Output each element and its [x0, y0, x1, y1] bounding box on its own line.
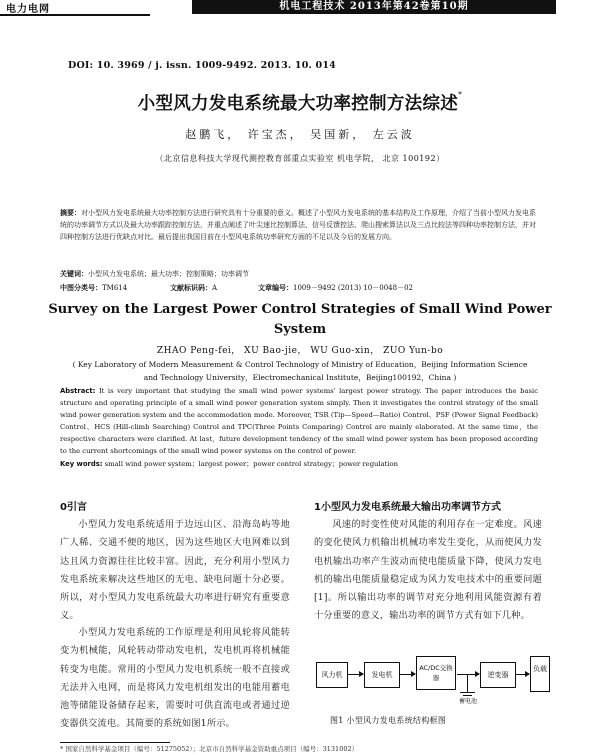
affiliation-en: ( Key Laboratory of Modern Measurement & Control Technology of Ministry of Education，Beijing Information Science and Technology University，Electromechanical Institute，Beijing100192，China )	[72, 360, 528, 382]
diagram-box-wind-turbine: 风力机	[316, 662, 348, 688]
diagram-box-generator: 发电机	[364, 662, 400, 688]
abstract-text: 对小型风力发电系统最大功率控制方法进行研究具有十分重要的意义。概述了小型风力发电系统的基本结构及工作原理，介绍了当前小型风力发电系统的功率调节方式以及最大功率跟踪控制方法，并重点阐述了叶尖速比控制算法、信号反馈控法、爬山搜索算法以及三点比较法等四种功率控制方法，并对四种控制方法进行优缺点对比。最后提出我国目前在小型风电系统功率研究方面的不足以及今后的发展方向。	[60, 209, 536, 241]
paper-title-cn	[0, 90, 600, 115]
class-value: TM614	[102, 284, 128, 292]
figure-1-caption: 图1 小型风力发电系统结构框图	[330, 716, 447, 725]
keywords-en-label: Key words:	[60, 460, 103, 468]
keywords-en	[60, 458, 538, 470]
doc-code-value: A	[212, 284, 218, 292]
intro-paragraph-1: 小型风力发电系统适用于边远山区、沿海岛屿等地广人稀、交通不便的地区，因为这些地区大电网难以到达且风力资源往往比较丰富。因此，充分利用小型风力发电系统来解决这些地区的无电、缺电问题十分必要。所以，对小型风力发电系统最大功率进行研究有重要意义。	[60, 519, 290, 622]
doi: DOI: 10. 3969 / j. issn. 1009-9492. 2013. 10. 014	[68, 60, 336, 71]
abstract-en-label: Abstract:	[60, 387, 96, 395]
diagram-arrow	[457, 674, 479, 675]
keywords-en-text: small wind power system；largest power；power control strategy；power regulation	[104, 460, 399, 468]
footnote-rule	[60, 742, 170, 743]
keywords-cn	[60, 268, 538, 280]
authors-en: ZHAO Peng-fei， XU Bao-jie， WU Guo-xin， ZUO Yun-bo	[156, 346, 444, 356]
title-footnote-mark: *	[458, 90, 463, 99]
diagram-storage-symbol	[460, 692, 475, 693]
diagram-arrow	[515, 674, 529, 675]
abstract-cn	[60, 207, 538, 243]
article-no-label: 文章编号：	[258, 284, 293, 292]
doc-code-label: 文献标识码：	[170, 284, 212, 292]
authors-cn: 赵鹏飞， 许宝杰， 吴国新， 左云波	[185, 128, 415, 141]
figure-1-diagram	[314, 648, 554, 712]
affiliation-cn: （北京信息科技大学现代测控教育部重点实验室 机电学院， 北京 100192）	[155, 154, 445, 163]
abstract-en-text: It is very important that studying the small wind power systems' largest power strategy. The paper introduces the basic structure and operating principle of a small wind power generation system simply. Then it investigates the control strategy of the small wind power generation system and the accommodation mode. Moreover, TSR (Tip—Speed—Ratio) Control、PSF (Power Signal Feedback) Control、HCS (Hill-climb Searching) Control and TPC(Three Points Comparing) Control are mainly elaborated. At the same time，the respective characters were clarified. At last，future development tendency of the small wind power system has been proposed according to the current shortcomings of the small wind power systems on the control of power.	[60, 387, 538, 455]
diagram-arrow	[399, 674, 415, 675]
article-no-value: 1009－9492 (2013) 10－0048－02	[293, 284, 413, 292]
diagram-arrow	[347, 674, 363, 675]
paper-title-en: Survey on the Largest Power Control Strategies of Small Wind Power System	[48, 302, 552, 337]
section-heading-power-regulation: 1小型风力发电系统最大输出功率调节方式	[314, 502, 501, 513]
section-tag: 电力电网	[6, 4, 50, 15]
abstract-label: 摘要：	[60, 209, 81, 217]
diagram-box-inverter: 逆变器	[480, 662, 516, 688]
intro-paragraph-2: 小型风力发电系统的工作原理是利用风轮将风能转变为机械能，风轮转动带动发电机，发电机再将机械能转变为电能。常用的小型风力发电机系统一般不直接或无法并入电网，而是将风力发电机组发出的电能用蓄电池等储能设备储存起来，需要时可供直流电或者通过逆变器供交流电。其简要的系统如图1所示。	[60, 627, 290, 730]
diagram-box-load: 负载	[530, 656, 550, 692]
diagram-storage-link	[467, 675, 468, 692]
title-text: 小型风力发电系统最大功率控制方法综述	[137, 94, 459, 114]
abstract-en	[60, 385, 538, 457]
funding-footnote: * 国家自然科学基金项目（编号：51275052）；北京市自然科学基金资助重点项目（编号：3131002）	[60, 745, 359, 753]
class-label: 中图分类号：	[60, 284, 102, 292]
diagram-box-acdc: AC/DC交换器	[416, 656, 456, 690]
diagram-storage-label: 蓄电池	[458, 698, 477, 705]
keywords-label: 关键词：	[60, 270, 88, 278]
section1-paragraph-1: 风速的时变性使对风能的利用存在一定难度。风速的变化使风力机输出机械功率发生变化，从而使风力发电机输出功率产生波动而使电能质量下降，使风力发电机的输出电能质量稳定成为风力发电技术中的重要问题[1]。所以输出功率的调节对充分地利用风能资源有着十分重要的意义，输出功率的调节方式有如下几种。	[314, 519, 542, 622]
keywords-text: 小型风力发电系统；最大功率；控制策略；功率调节	[88, 270, 249, 278]
section-heading-introduction: 0引言	[60, 502, 87, 513]
diagram-storage-symbol	[463, 695, 472, 696]
journal-header-text: 机电工程技术 2013年第42卷第10期	[279, 1, 469, 12]
